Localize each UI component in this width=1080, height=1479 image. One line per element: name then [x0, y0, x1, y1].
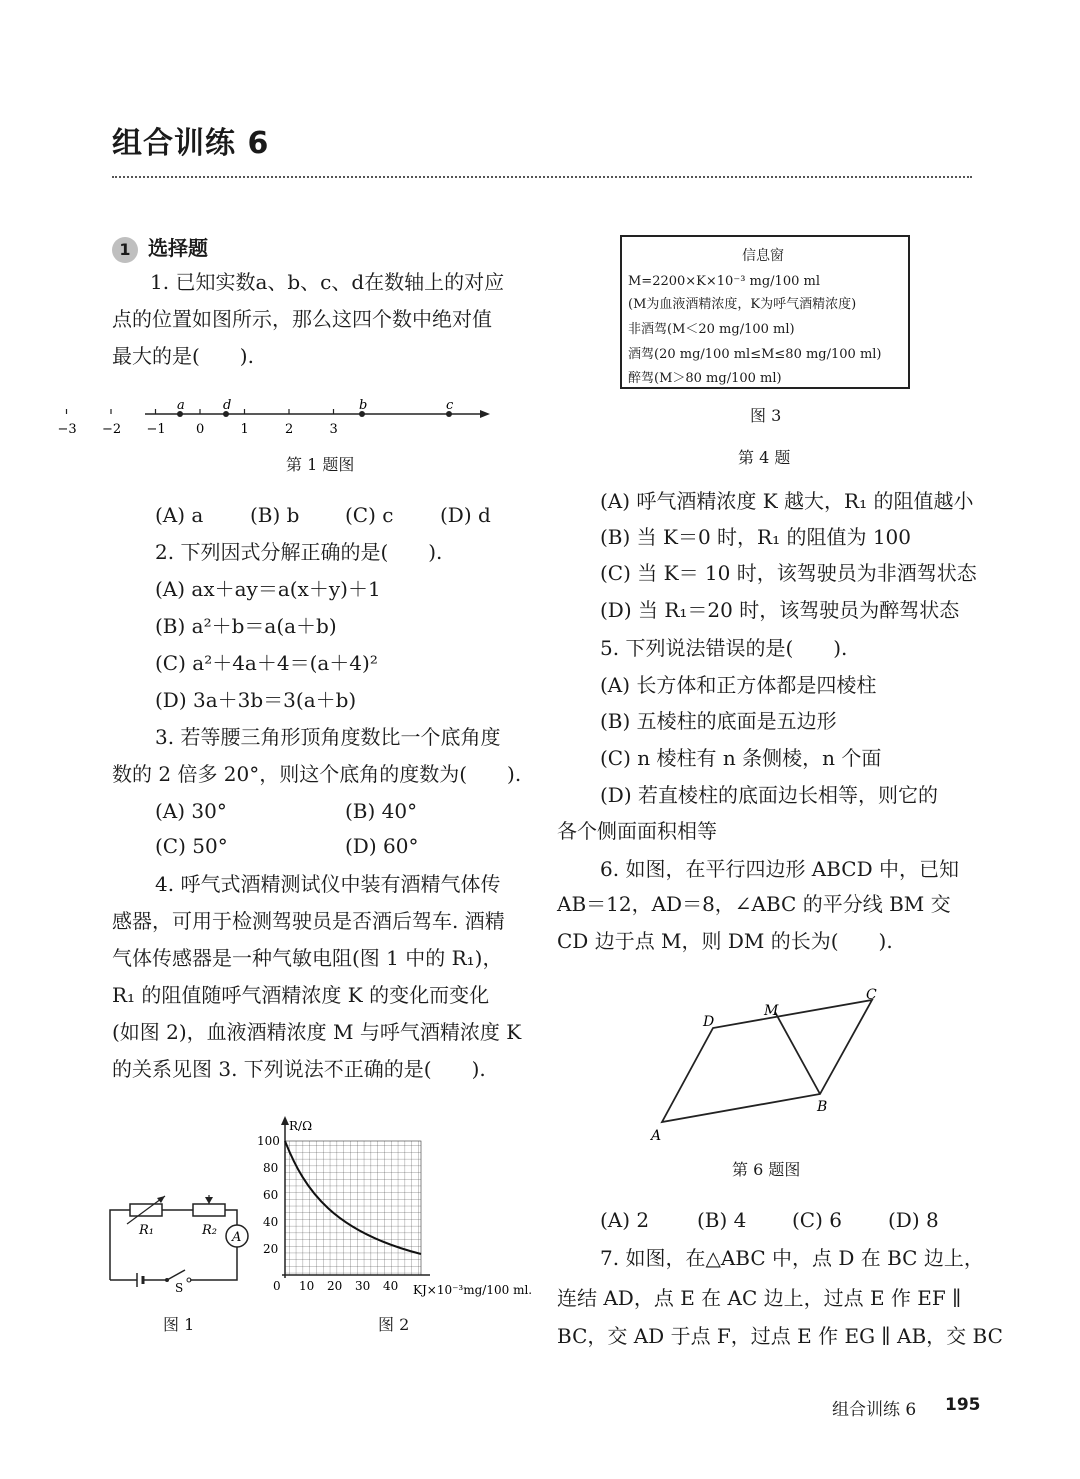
resistance-graph — [255, 1112, 545, 1302]
q2-stem: 2. 下列因式分解正确的是( ). — [155, 540, 443, 564]
y-tick-20: 20 — [263, 1242, 279, 1256]
circuit-wire-right — [190, 1247, 237, 1280]
number-line-arrow — [480, 410, 490, 418]
q2-option-a: (A) ax＋ay＝a(x＋y)＋1 — [155, 577, 381, 601]
section-heading — [112, 232, 208, 263]
info-window — [620, 235, 910, 389]
q6-option-c: (C) 6 — [792, 1208, 842, 1232]
q5-option-d: (D) 若直棱柱的底面边长相等，则它的 — [600, 783, 938, 807]
y-arrow-icon — [281, 1116, 289, 1125]
q4-option-a: (A) 呼气酒精浓度 K 越大，R₁ 的阻值越小 — [600, 489, 974, 513]
bisector-bm — [775, 1012, 820, 1094]
switch-icon — [167, 1270, 185, 1280]
q1-option-b: (B) b — [250, 503, 300, 527]
page-title: 组合训练 6 — [112, 126, 270, 161]
q5-option-d-cont: 各个侧面面积相等 — [557, 819, 717, 843]
q7-line-1: 7. 如图，在△ABC 中，点 D 在 BC 边上， — [600, 1246, 984, 1270]
label-c: c — [446, 398, 454, 413]
info-line-1: M=2200×K×10⁻³ mg/100 ml — [628, 274, 820, 289]
q5-option-c: (C) n 棱柱有 n 条侧棱，n 个面 — [600, 746, 882, 770]
section-number: 1 — [112, 237, 138, 263]
q5-option-b: (B) 五棱柱的底面是五边形 — [600, 709, 837, 733]
label-d: d — [223, 398, 232, 413]
info-line-4: 酒驾(20 mg/100 ml≤M≤80 mg/100 ml) — [628, 347, 882, 362]
q4-line-1: 4. 呼气式酒精测试仪中装有酒精气体传 — [155, 872, 501, 896]
q4-line-6: 的关系见图 3. 下列说法不正确的是( ). — [112, 1057, 486, 1081]
q4-line-4: R₁ 的阻值随呼气酒精浓度 K 的变化而变化 — [112, 983, 490, 1007]
q6-line-2: AB＝12，AD＝8，∠ABC 的平分线 BM 交 — [557, 892, 951, 916]
page-number: 195 — [945, 1395, 981, 1415]
y-tick-100: 100 — [257, 1134, 280, 1148]
x-tick-0: 0 — [273, 1279, 281, 1293]
q5-option-a: (A) 长方体和正方体都是四棱柱 — [600, 673, 877, 697]
x-tick-30: 30 — [355, 1279, 371, 1293]
vertex-c: C — [866, 987, 877, 1003]
r1-label: R₁ — [139, 1223, 154, 1238]
q7-line-2: 连结 AD，点 E 在 AC 边上，过点 E 作 EF ∥ — [557, 1286, 962, 1310]
tick-label: −1 — [146, 422, 166, 437]
point-m: M — [764, 1003, 779, 1019]
q4-line-3: 气体传感器是一种气敏电阻(图 1 中的 R₁)， — [112, 946, 503, 970]
vertex-d: D — [703, 1014, 715, 1030]
q7-line-3: BC，交 AD 于点 F，过点 E 作 EG ∥ AB，交 BC — [557, 1324, 1003, 1348]
switch-label: S — [175, 1281, 184, 1295]
tick-label: 0 — [196, 422, 205, 437]
q3-option-c: (C) 50° — [155, 834, 228, 858]
vertex-a: A — [651, 1128, 662, 1144]
circuit-wire-top — [110, 1210, 237, 1280]
number-line-figure — [57, 392, 500, 442]
q4-option-d: (D) 当 R₁＝20 时，该驾驶员为醉驾状态 — [600, 598, 960, 622]
info-line-3: 非酒驾(M＜20 mg/100 ml) — [628, 322, 795, 337]
q4-line-5: (如图 2)，血液酒精浓度 M 与呼气酒精浓度 K — [112, 1020, 522, 1044]
label-b: b — [359, 398, 368, 413]
vertex-b: B — [817, 1099, 828, 1115]
x-tick-40: 40 — [383, 1279, 399, 1293]
q4-option-b: (B) 当 K＝0 时，R₁ 的阻值为 100 — [600, 525, 912, 549]
q6-caption: 第 6 题图 — [732, 1160, 801, 1179]
number-line-ticks — [58, 409, 338, 437]
y-axis-label: R/Ω — [289, 1119, 313, 1133]
q6-line-1: 6. 如图，在平行四边形 ABCD 中，已知 — [600, 857, 960, 881]
circuit-figure — [105, 1190, 250, 1295]
tick-label: 3 — [329, 422, 338, 437]
q1-option-a: (A) a — [155, 503, 204, 527]
q3-option-d: (D) 60° — [345, 834, 419, 858]
q6-line-3: CD 边于点 M，则 DM 的长为( ). — [557, 929, 893, 953]
x-tick-20: 20 — [327, 1279, 343, 1293]
info-line-2: (M为血液酒精浓度，K为呼气酒精浓度) — [628, 297, 857, 312]
fig2-caption: 图 2 — [378, 1315, 410, 1334]
q6-option-d: (D) 8 — [888, 1208, 939, 1232]
q6-option-a: (A) 2 — [600, 1208, 650, 1232]
q1-line-2: 点的位置如图所示，那么这四个数中绝对值 — [112, 307, 492, 331]
switch-pivot — [165, 1278, 169, 1282]
q4-option-c: (C) 当 K＝ 10 时，该驾驶员为非酒驾状态 — [600, 561, 977, 585]
q2-option-c: (C) a²＋4a＋4＝(a＋4)² — [155, 651, 378, 675]
info-title: 信息窗 — [742, 248, 784, 264]
label-a: a — [177, 398, 185, 413]
resistor-r2 — [193, 1204, 225, 1216]
r2-label: R₂ — [202, 1223, 217, 1238]
fig3-caption: 图 3 — [750, 406, 782, 425]
q4-line-2: 感器，可用于检测驾驶员是否酒后驾车. 酒精 — [112, 909, 505, 933]
q1-line-1: 1. 已知实数a、b、c、d在数轴上的对应 — [150, 270, 505, 294]
ammeter-label: A — [232, 1230, 242, 1245]
q3-line-1: 3. 若等腰三角形顶角度数比一个底角度 — [155, 725, 501, 749]
q3-line-2: 数的 2 倍多 20°，则这个底角的度数为( ). — [112, 762, 522, 786]
q4-caption: 第 4 题 — [738, 448, 791, 467]
graph-grid — [285, 1141, 421, 1275]
divider — [112, 176, 972, 178]
fig1-caption: 图 1 — [163, 1315, 195, 1334]
y-tick-80: 80 — [263, 1161, 279, 1175]
tick-label: 1 — [240, 422, 249, 437]
q1-caption: 第 1 题图 — [286, 455, 355, 474]
arrow-head-icon — [157, 1196, 165, 1203]
q1-line-3: 最大的是( ). — [112, 344, 254, 368]
y-tick-60: 60 — [263, 1188, 279, 1202]
footer-label: 组合训练 6 — [832, 1400, 917, 1420]
q6-option-b: (B) 4 — [697, 1208, 747, 1232]
q2-option-d: (D) 3a＋3b＝3(a＋b) — [155, 688, 357, 712]
info-line-5: 醉驾(M＞80 mg/100 ml) — [628, 371, 782, 386]
tick-label: −2 — [102, 422, 122, 437]
y-tick-40: 40 — [263, 1215, 279, 1229]
tick-label: 2 — [285, 422, 294, 437]
q1-option-d: (D) d — [440, 503, 491, 527]
q5-stem: 5. 下列说法错误的是( ). — [600, 636, 848, 660]
tick-label: −3 — [57, 422, 77, 437]
q2-option-b: (B) a²＋b＝a(a＋b) — [155, 614, 337, 638]
q1-option-c: (C) c — [345, 503, 394, 527]
q3-option-b: (B) 40° — [345, 799, 418, 823]
slider-icon — [205, 1197, 213, 1204]
section-label: 选择题 — [148, 236, 208, 260]
x-tick-10: 10 — [299, 1279, 315, 1293]
x-axis-label: KJ×10⁻³mg/100 ml. — [413, 1283, 533, 1297]
parallelogram-figure — [645, 982, 890, 1147]
q3-option-a: (A) 30° — [155, 799, 227, 823]
